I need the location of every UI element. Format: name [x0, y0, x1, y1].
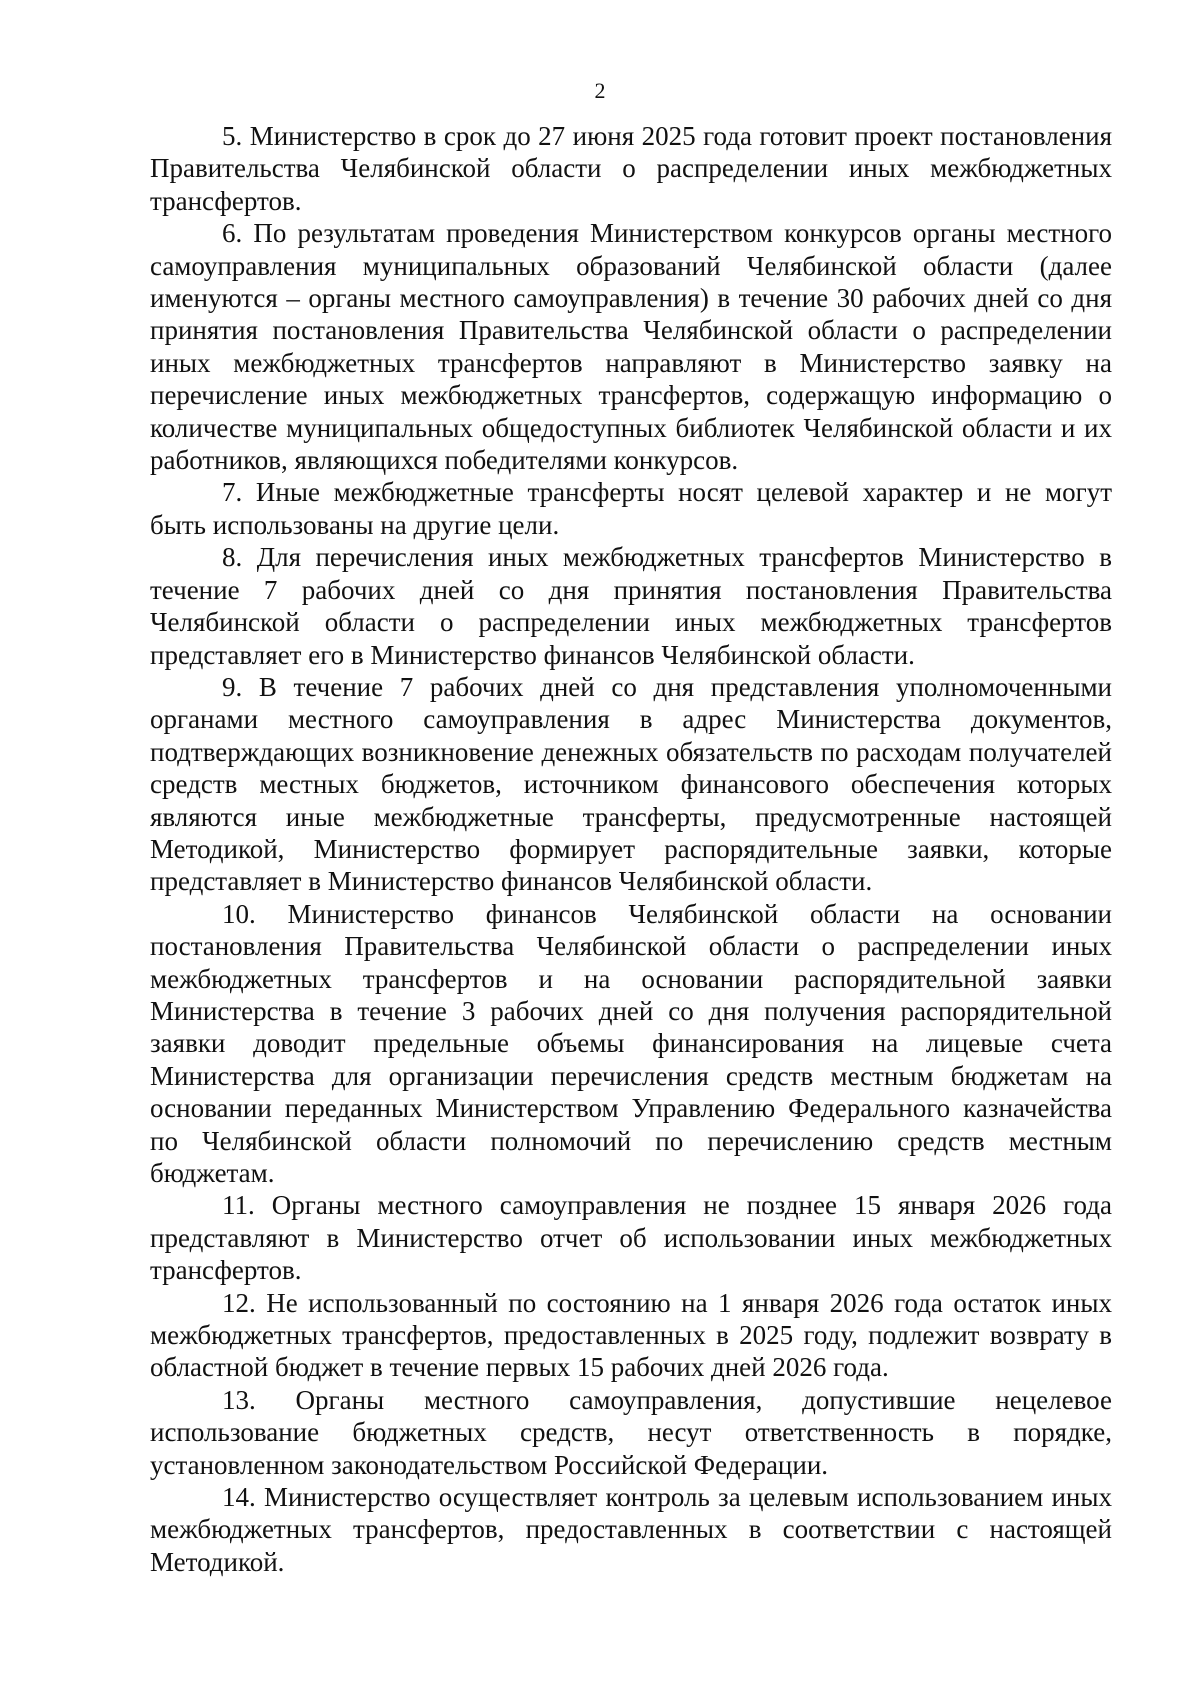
paragraph-11: 11. Органы местного самоуправления не позднее 15 января 2026 года представляют в Министерство отчет об использовании иных межбюджетных трансфертов.: [150, 1190, 1112, 1286]
document-body: [150, 120, 1112, 1578]
paragraph-13: 13. Органы местного самоуправления, допустившие нецелевое использование бюджетных средств, несут ответственность в порядке, установленном законодательством Российской Федерации.: [150, 1384, 1112, 1480]
paragraph-5: 5. Министерство в срок до 27 июня 2025 года готовит проект постановления Правительства Челябинской области о распределении иных межбюджетных трансфертов.: [150, 121, 1112, 216]
paragraph-7: 7. Иные межбюджетные трансферты носят целевой характер и не могут быть использованы на другие цели.: [150, 477, 1112, 540]
paragraph-9: 9. В течение 7 рабочих дней со дня представления уполномоченными органами местного самоуправления в адрес Министерства документов, подтверждающих возникновение денежных обязательств по расходам получателей средств местных бюджетов, источником финансового обеспечения которых являются иные межбюджетные трансферты, предусмотренные настоящей Методикой, Министерство формирует распорядительные заявки, которые представляет в Министерство финансов Челябинской области.: [150, 671, 1112, 897]
page-number: 2: [594, 78, 606, 103]
paragraph-8: 8. Для перечисления иных межбюджетных трансфертов Министерство в течение 7 рабочих дней со дня принятия постановления Правительства Челябинской области о распределении иных межбюджетных трансфертов представляет его в Министерство финансов Челябинской области.: [150, 542, 1112, 670]
paragraph-14: 14. Министерство осуществляет контроль за целевым использованием иных межбюджетных трансфертов, предоставленных в соответствии с настоящей Методикой.: [150, 1482, 1112, 1577]
paragraph-6: 6. По результатам проведения Министерством конкурсов органы местного самоуправления муниципальных образований Челябинской области (далее именуются – органы местного самоуправления) в течение 30 рабочих дней со дня принятия постановления Правительства Челябинской области о распределении иных межбюджетных трансфертов направляют в Министерство заявку на перечисление иных межбюджетных трансфертов, содержащую информацию о количестве муниципальных общедоступных библиотек Челябинской области и их работников, являющихся победителями конкурсов.: [150, 218, 1112, 476]
paragraph-12: 12. Не использованный по состоянию на 1 января 2026 года остаток иных межбюджетных трансфертов, предоставленных в 2025 году, подлежит возврату в областной бюджет в течение первых 15 рабочих дней 2026 года.: [150, 1287, 1112, 1383]
paragraph-10: 10. Министерство финансов Челябинской области на основании постановления Правительства Челябинской области о распределении иных межбюджетных трансфертов и на основании распорядительной заявки Министерства в течение 3 рабочих дней со дня получения распорядительной заявки доводит предельные объемы финансирования на лицевые счета Министерства для организации перечисления средств местным бюджетам на основании переданных Министерством Управлению Федерального казначейства по Челябинской области полномочий по перечислению средств местным бюджетам.: [150, 898, 1112, 1188]
